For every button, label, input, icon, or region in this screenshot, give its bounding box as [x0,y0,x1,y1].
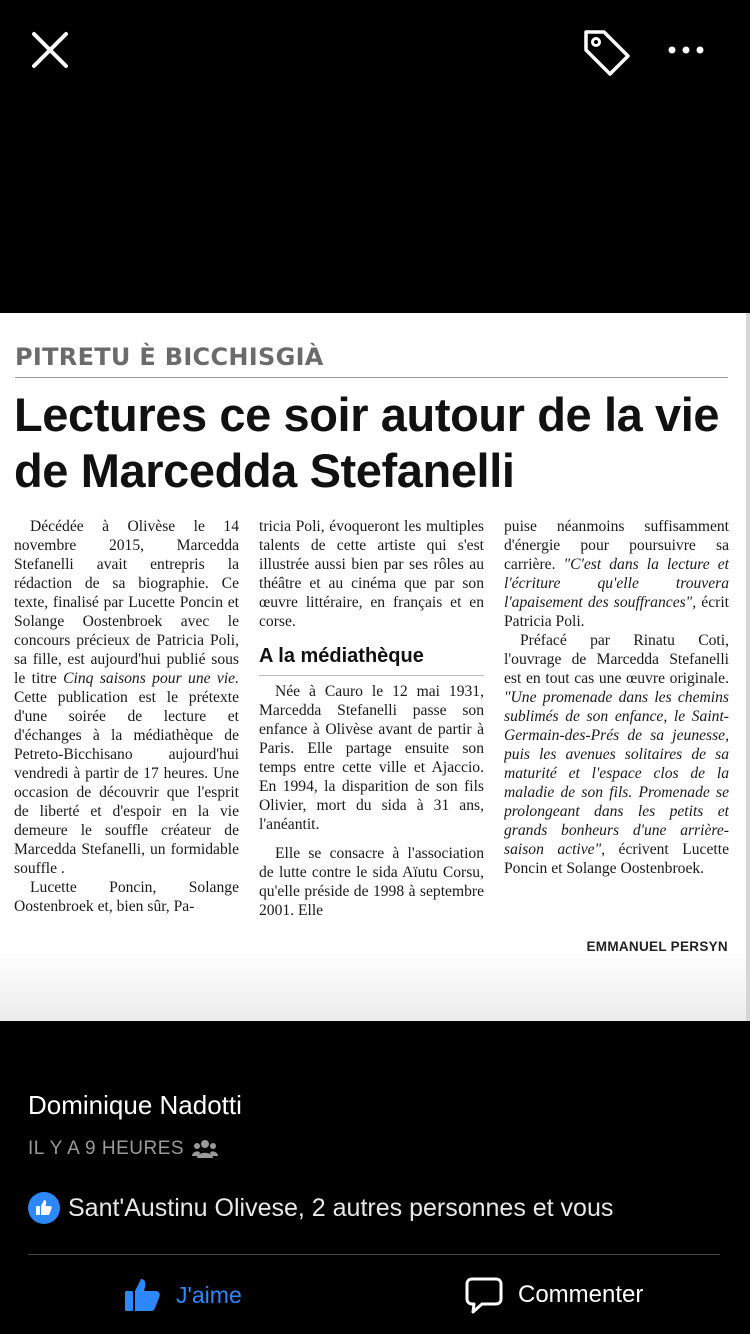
article-column-3 [504,517,729,937]
post-photo[interactable] [0,313,750,1021]
viewer-top-bar [0,0,750,100]
post-timestamp[interactable]: IL Y A 9 HEURES [28,1138,185,1159]
paragraph: Elle se consacre à l'association de lutte contre le sida Aïutu Corsu, qu'elle préside de 1998 à septembre 2001. Elle [259,845,484,919]
headline-line-1: Lectures ce soir autour de la vie [14,388,720,441]
tag-icon [578,24,634,80]
like-button-label: J'aime [176,1281,242,1308]
close-button[interactable] [28,28,72,72]
article-subhead: A la médiathèque [259,643,484,676]
post-author[interactable]: Dominique Nadotti [28,1090,242,1120]
paragraph: Lucette Poncin, Solange Oostenbroek et, bien sûr, Pa- [14,879,239,915]
kicker-rule [15,377,728,378]
paragraph: puise néanmoins suffisamment d'énergie pour poursuivre sa carrière. "C'est dans la lecture et l'écriture qu'elle trouvera l'apaisement des souffrances", écrit Patricia Poli. [504,518,729,630]
reactions-text: Sant'Austinu Olivese, 2 autres personnes et vous [68,1193,614,1222]
article-byline: EMMANUEL PERSYN [586,939,728,954]
friends-icon [192,1138,218,1160]
close-icon [28,28,72,72]
paragraph: Née à Cauro le 12 mai 1931, Marcedda Stefanelli passe son enfance à Olivèse avant de partir à Paris. Elle partage ensuite son temps entre cette ville et Ajaccio. En 1994, la disparition de son fils Olivier, mort du sida à 31 ans, l'anéantit. [259,683,484,833]
paragraph: Décédée à Olivèse le 14 novembre 2015, Marcedda Stefanelli avait entrepris la rédaction de sa biographie. Ce texte, finalisé par Lucette Poncin et Solange Oostenbroek avec le concours précieux de Patricia Poli, sa fille, est aujourd'hui publié sous le titre Cinq saisons pour une vie. Cette publication est le prétexte d'une soirée de lecture et d'échanges à la médiathèque de Petreto-Bicchisano aujourd'hui vendredi à partir de 17 heures. Une occasion de découvrir que l'esprit de liberté et d'espoir en la vie demeure le souffle créateur de Marcedda Stefanelli, un formidable souffle . [14,518,239,877]
article-column-1 [14,517,239,937]
article-kicker: PITRETU È BICCHISGIÀ [15,343,324,371]
comment-button-label: Commenter [518,1281,644,1308]
headline-line-2: de Marcedda Stefanelli [14,444,515,497]
article-column-2 [259,517,484,937]
like-button[interactable] [124,1270,242,1320]
like-reaction-icon [28,1192,60,1224]
thumbs-up-icon [124,1276,162,1314]
more-icon [662,30,710,70]
actions-divider [28,1254,720,1255]
more-options-button[interactable] [662,30,710,70]
comment-button[interactable] [464,1270,643,1320]
page-edge [746,313,750,1021]
paragraph: tricia Poli, évoqueront les multiples talents de cette artiste qui s'est illustrée aussi bien par ses rôles au théâtre et au cinéma que par son œuvre littéraire, en français et en corse. [259,518,484,630]
post-meta [28,1138,218,1160]
article-headline [14,387,729,499]
comment-bubble-icon [464,1275,504,1315]
reactions-summary[interactable] [28,1192,613,1224]
paragraph: Préfacé par Rinatu Coti, l'ouvrage de Marcedda Stefanelli est en tout cas une œuvre originale. "Une promenade dans les chemins sublimés de son enfance, le Saint-Germain-des-Prés de sa jeunesse, puis les avenues solitaires de sa maturité et l'espace clos de la maladie de son fils. Promenade se prolongeant dans les petits et grands bonheurs d'une arrière-saison active", écrivent Lucette Poncin et Solange Oostenbroek. [504,632,729,877]
tag-button[interactable] [578,24,634,80]
